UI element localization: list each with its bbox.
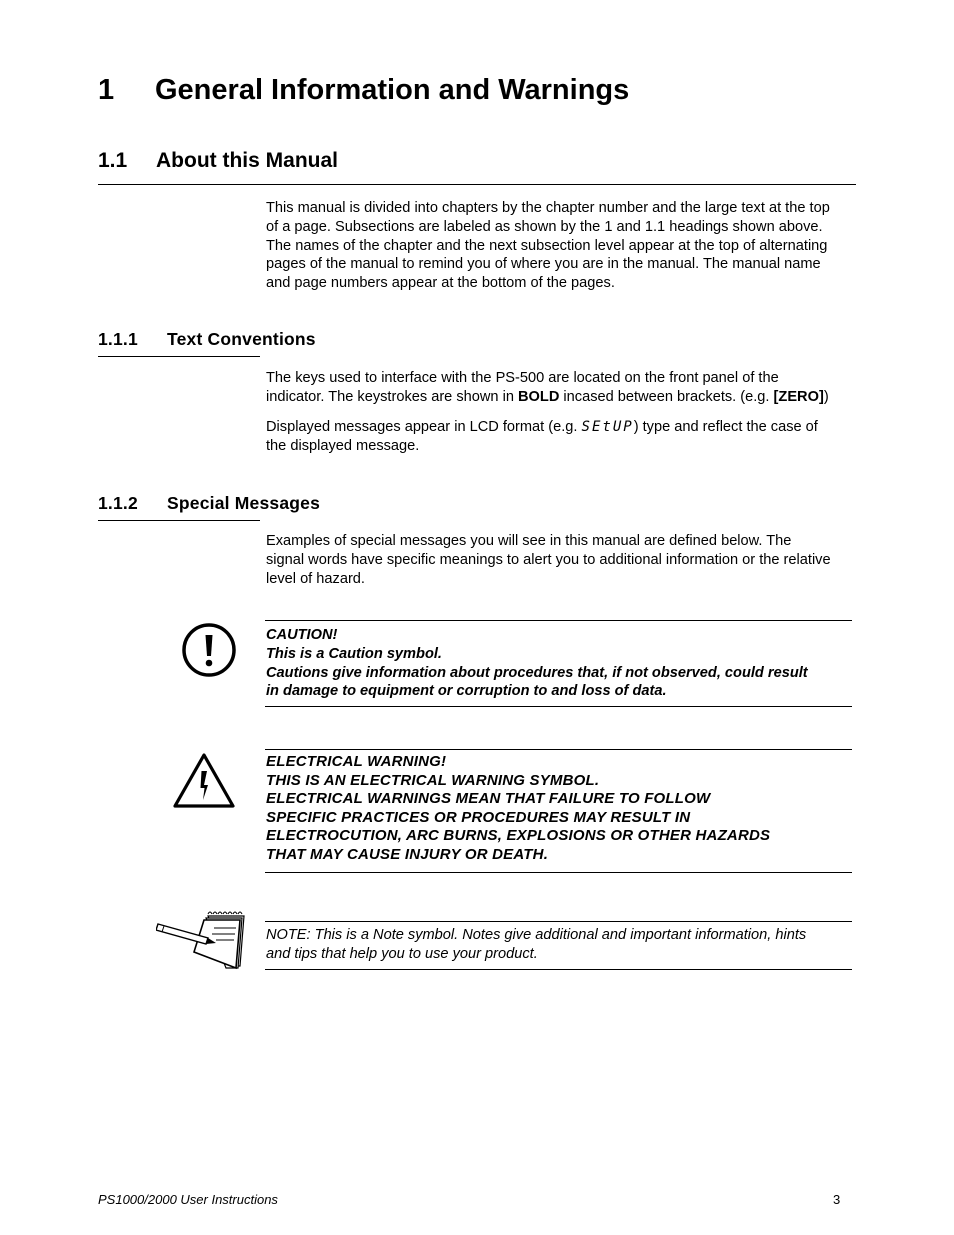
conventions-paragraph-2: Displayed messages appear in LCD format (e.g. SEtUP) type and reflect the case of the displayed message. [266, 419, 818, 454]
electrical-warning-icon [172, 752, 236, 810]
section-number: 1.1 [98, 149, 128, 172]
lcd-sample-text: SEtUP [581, 419, 634, 435]
footer-manual-name: PS1000/2000 User Instructions [98, 1192, 278, 1207]
conventions-paragraph-1: The keys used to interface with the PS-500 are located on the front panel of the indicator. The keystrokes are shown in BOLD incased between brackets. (e.g. [ZERO]) [266, 370, 829, 405]
subsection-divider [98, 356, 260, 357]
section-title: About this Manual [156, 149, 338, 172]
section-divider [98, 184, 856, 185]
chapter-number: 1 [98, 74, 115, 106]
warning-top-rule [265, 749, 852, 750]
note-pad-pencil-icon [156, 908, 246, 970]
note-message: NOTE: This is a Note symbol. Notes give additional and important information, hints and tips that help you to use your product. [266, 927, 807, 962]
subsection-heading-text-conventions: 1.1.1 Text Conventions [98, 329, 316, 349]
section-heading [98, 149, 338, 173]
about-paragraph: This manual is divided into chapters by the chapter number and the large text at the top of a page. Subsections are labeled as shown by the 1 and 1.1 headings shown above. The names of the chapter and the next subsection level appear at the top of alternating pages of the manual to remind you of where you are in the manual. The manual name and page numbers appear at the bottom of the pages. [266, 200, 830, 292]
special-paragraph: Examples of special messages you will see in this manual are defined below. The signal words have specific meanings to alert you to additional information or the relative level of hazard. [266, 533, 831, 587]
caution-bottom-rule [265, 706, 852, 707]
electrical-warning-message: ELECTRICAL WARNING! THIS IS AN ELECTRICAL WARNING SYMBOL. ELECTRICAL WARNINGS MEAN THAT FAILURE TO FOLLOW SPECIFIC PRACTICES OR PROCEDURES MAY RESULT IN ELECTROCUTION, ARC BURNS, EXPLOSIONS OR OTHER HAZARDS THAT MAY CAUSE INJURY OR DEATH. [266, 753, 771, 863]
caution-exclamation-icon [181, 622, 237, 678]
chapter-title: General Information and Warnings [155, 74, 630, 106]
subsection-divider [98, 520, 260, 521]
caution-message: CAUTION! This is a Caution symbol. Cautions give information about procedures that, if not observed, could result in damage to equipment or corruption to and loss of data. [266, 627, 808, 700]
caution-top-rule [265, 620, 852, 621]
chapter-heading [98, 74, 629, 107]
footer-page-number: 3 [833, 1192, 841, 1207]
note-top-rule [265, 921, 852, 922]
note-bottom-rule [265, 969, 852, 970]
subsection-heading-special-messages: 1.1.2 Special Messages [98, 493, 321, 513]
warning-bottom-rule [265, 872, 852, 873]
